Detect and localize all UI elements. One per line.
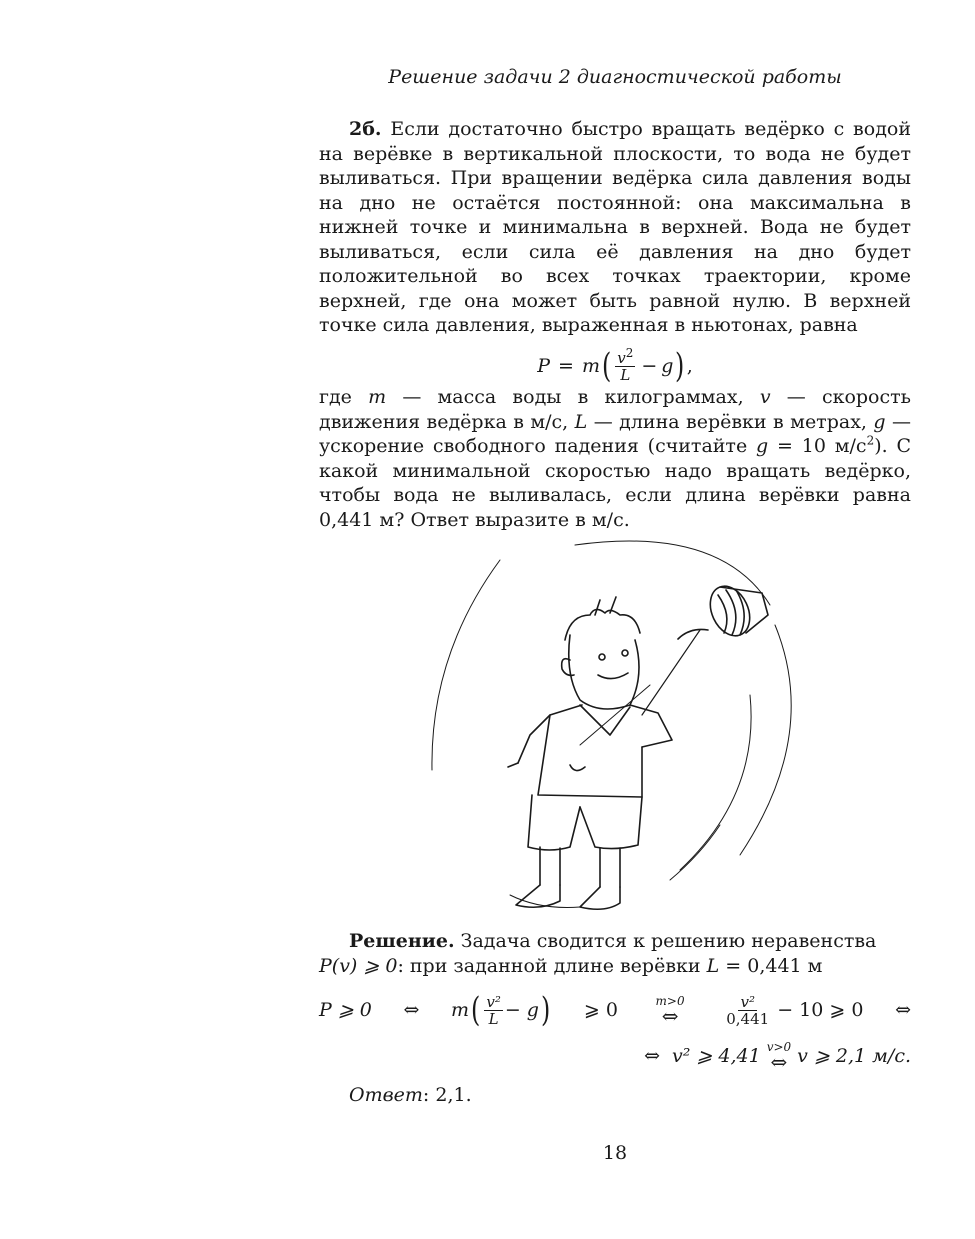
fraction-v2-over-L: $\frac{v^2}{L}$ xyxy=(617,345,634,384)
problem-text: Если достаточно быстро вращать ведёрко с водой на верёвке в вертикальной плоскости, то вода не будет выливаться. При вращении ведёрка сила давления воды на дно не остаётся постоянной: она максимальна в нижней точке и минимальна в верхней. Вода не будет выливаться, если сила её давления на дно будет положительной во всех точках траектории, кроме верхней, где она может быть равной нулю. В верхней точке сила давления, выраженная в ньютонах, равна xyxy=(319,118,911,336)
boy-figure xyxy=(508,597,672,909)
pressure-formula: P = m ( $\frac{v^2}{L}$ − g ) , xyxy=(537,345,693,386)
answer-value: : 2,1. xyxy=(422,1084,472,1106)
problem-statement xyxy=(319,117,911,338)
running-header: Решение задачи 2 диагностической работы xyxy=(388,66,842,88)
problem-number: 2б. xyxy=(349,118,382,140)
solution-paragraph: Решение. Задача сводится к решению неравенства P(v) ⩾ 0: при заданной длине верёвки L = 0,441 м xyxy=(319,930,877,977)
answer xyxy=(349,1084,472,1106)
solution-equation-line-1: P ⩾ 0 ⇔ m ( $\frac{\text{v²}}{L}$ − g ) ⩾ 0 m>0 ⇔ $\frac{\text{v²}}{0,441}$ − 10 ⩾ 0 ⇔ xyxy=(319,990,911,1030)
boy-swinging-bucket-illustration xyxy=(420,535,810,920)
solution-equation-line-2: ⇔ v² ⩾ 4,41 v>0 ⇔ v ⩾ 2,1 м/с. xyxy=(644,1040,911,1074)
answer-label: Ответ xyxy=(349,1084,423,1106)
bucket-icon xyxy=(678,580,768,642)
solution-label: Решение. xyxy=(349,930,455,952)
problem-continuation: где m — масса воды в килограммах, v — скорость движения ведёрка в м/с, L — длина верёвки в метрах, g — ускорение свободного падения (считайте g = 10 $м/с^2$). С какой минимальной скоростью надо вращать ведёрко, чтобы вода не выливалась, если длина верёвки равна 0,441 м? Ответ выразите в м/с. xyxy=(319,386,912,531)
page-number: 18 xyxy=(602,1142,628,1164)
